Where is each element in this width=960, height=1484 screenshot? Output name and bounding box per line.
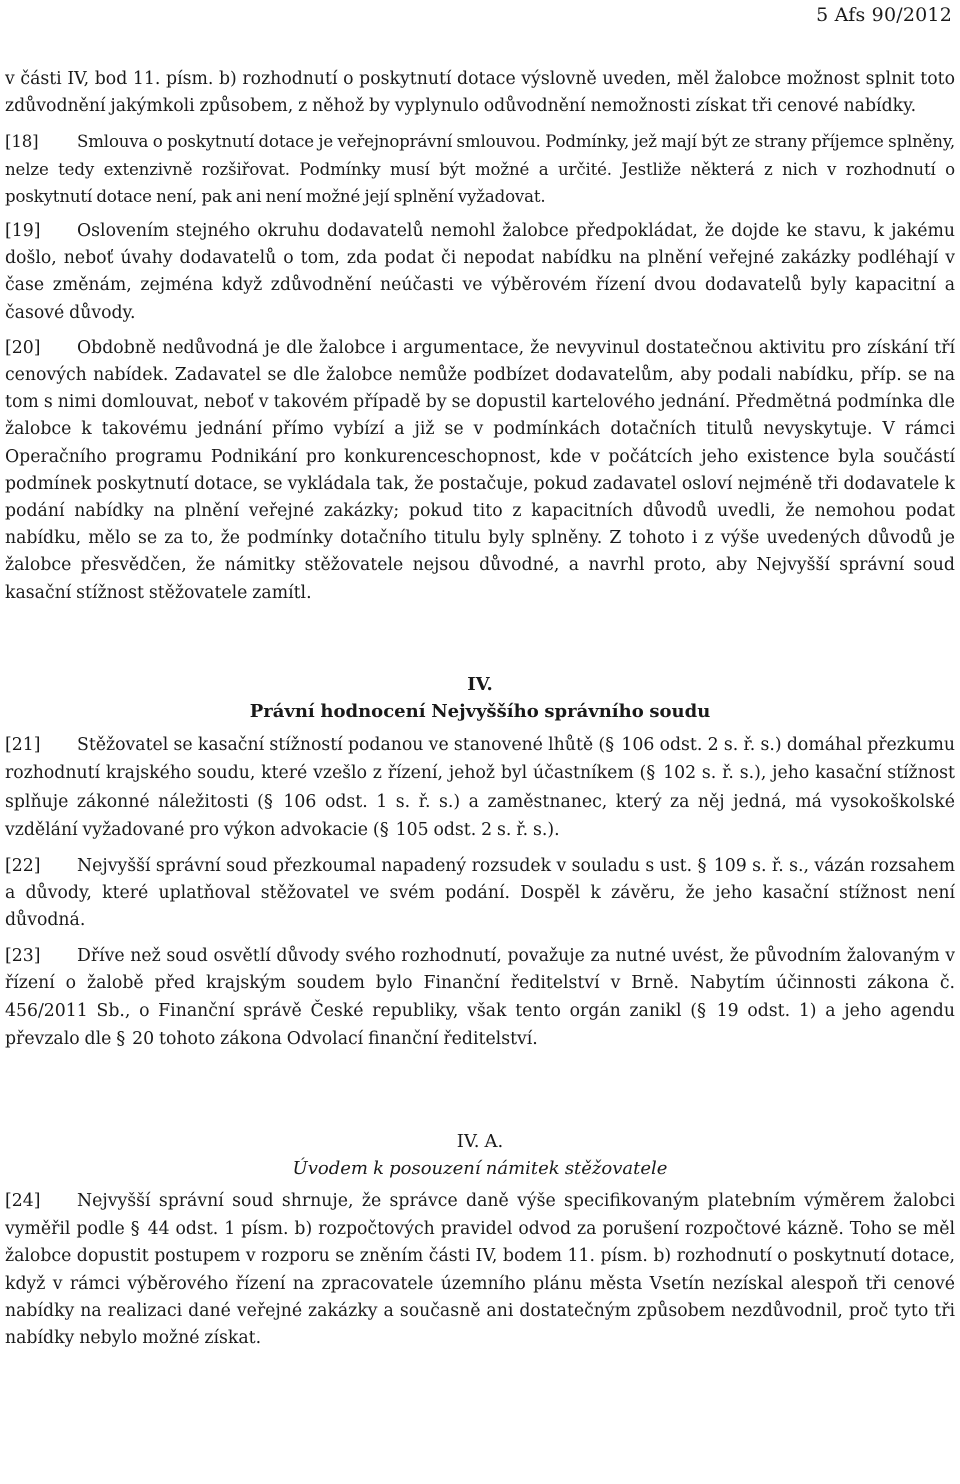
paragraph-number: [20] [5,337,41,358]
paragraph-text: 102 s. ř. s.), jeho kasační stížnost splňuje zákonné náležitosti ( [5,763,955,812]
section-sign-icon: § [379,818,389,840]
paragraph-20 [5,335,955,607]
paragraph-text: Smlouva o poskytnutí dotace je veřejnoprávní smlouvou. Podmínky, jež mají být ze strany příjemce splněny, nelze tedy extenzivně rozšiřovat. Podmínky musí být možné a určité. Jestliže některá z nich v rozhodnutí o poskytnutí dotace není, pak ani není možné její splnění vyžadovat. [5,132,955,206]
paragraph-text: Obdobně nedůvodná je dle žalobce i argumentace, že nevyvinul dostatečnou aktivitu pro získání tří cenových nabídek. Zadavatel se dle žalobce nemůže podbízet dodavatelům, aby podali nabídku, příp. se na tom s nimi domlouvat, neboť v takovém případě by se dopustil kartelového jednání. Předmětná podmínka dle žalobce k takovému jednání přímo vybízí a již se v podmínkách dotačních titulů nevyskytuje. V rámci Operačního programu Podnikání pro konkurenceschopnost, kde v počátcích jeho existence byla součástí podmínek poskytnutí dotace, se vykládala tak, že postačuje, pokud zadavatel osloví nejméně tři dodavatele k podání nabídky na plnění veřejné zakázky; pokud tito z kapacitních důvodů uvedli, že nemohou podat nabídku, mělo se za to, že podmínky dotačního titulu byly splněny. Z tohoto i z výše uvedených důvodů je žalobce přesvědčen, že námitky stěžovatele nejsou důvodné, a navrhl proto, aby Nejvyšší správní soud kasační stížnost stěžovatele zamítl. [5,337,955,603]
paragraph-text: Stěžovatel se kasační stížností podanou ve stanovené lhůtě ( [77,735,606,756]
paragraph-22 [5,852,955,935]
paragraph-text: 105 odst. 2 s. ř. s.). [390,819,560,840]
paragraph-number: [24] [5,1190,41,1211]
subsection-title: Úvodem k posouzení námitek stěžovatele [292,1157,668,1179]
paragraph-text: Oslovením stejného okruhu dodavatelů nemohl žalobce předpokládat, že dojde ke stavu, k jakému došlo, neboť úvahy dodavatelů o tom, zda podat či nepodat nabídku na plnění veřejné zakázky podléhají v čase změnám, zejména když zdůvodnění neúčasti ve výběrovém řízení dvou dodavatelů byly kapacitní a časové důvody. [5,221,955,323]
paragraph-text: 19 odst. 1) a jeho agendu převzalo dle [5,1001,955,1050]
paragraph-number: [19] [5,221,41,242]
document-body [5,66,955,1360]
paragraph-text: Nejvyšší správní soud přezkoumal napadený rozsudek v souladu s ust. [77,856,693,877]
spacer [5,1062,955,1128]
case-number-header: 5 Afs 90/2012 [816,4,952,26]
paragraph-number: [21] [5,735,41,756]
paragraph-number: [22] [5,856,41,877]
spacer [5,615,955,671]
section-sign-icon: § [263,790,273,812]
paragraph-text: Dříve než soud osvětlí důvody svého rozhodnutí, považuje za nutné uvést, že původním žalovaným v řízení o žalobě před krajským soudem bylo Finanční ředitelství v Brně. Nabytím účinnosti zákona č. 456/2011 Sb., o Finanční správě České republiky, však tento orgán zanikl ( [5,945,955,1022]
paragraph-continuation [5,66,955,120]
paragraph-21 [5,731,955,844]
section-title: Právní hodnocení Nejvyššího správního soudu [249,701,711,723]
section-sign-icon: § [697,855,707,877]
paragraph-18 [5,128,955,210]
section-sign-icon: § [605,734,615,756]
paragraph-text: 44 odst. 1 písm. b) rozpočtových pravidel odvod za porušení rozpočtové kázně. Toho se měl žalobce dopustit postupem v rozporu se zněním části IV, bodem 11. písm. b) rozhodnutí o poskytnutí dotace, když v rámci výběrového řízení na zpracovatele územního plánu města Vsetín nezískal alespoň tři cenové nabídky na realizaci dané veřejné zakázky a současně ani dostatečným způsobem nezdůvodnil, proč tyto tři nabídky nebylo možné získat. [5,1219,955,1348]
paragraph-text: Nejvyšší správní soud shrnuje, že správce daně výše specifikovaným platebním výměrem žalobci vyměřil podle [5,1190,955,1240]
section-sign-icon: § [130,1218,140,1240]
paragraph-24 [5,1188,955,1352]
paragraph-23 [5,943,955,1054]
section-sign-icon: § [116,1028,126,1050]
paragraph-number: [18] [5,132,39,152]
section-sign-icon: § [646,762,656,784]
paragraph-text: 20 tohoto zákona Odvolací finanční ředitelství. [127,1029,538,1050]
paragraph-text: 109 s. ř. s., vázán rozsahem a důvody, které uplatňoval stěžovatel ve svém podání. Dospěl k závěru, že jeho kasační stížnost není důvodná. [5,856,955,931]
paragraph-text: 106 odst. 2 s. ř. s.) domáhal přezkumu rozhodnutí krajského soudu, které vzešlo z řízení, jehož byl účastníkem ( [5,735,956,784]
subsection-number: IV. A. [456,1130,504,1152]
section-sign-icon: § [696,1000,706,1022]
paragraph-number: [23] [5,945,41,966]
paragraph-text: v části IV, bod 11. písm. b) rozhodnutí o poskytnutí dotace výslovně uveden, měl žalobce možnost splnit toto zdůvodnění jakýmkoli způsobem, z něhož by vyplynulo odůvodnění nemožnosti získat tři cenové nabídky. [5,69,955,117]
section-number: IV. [467,673,493,695]
paragraph-text: 106 odst. 1 s. ř. s.) a zaměstnanec, který za něj jedná, má vysokoškolské vzdělání vyžadované pro výkon advokacie ( [5,791,955,840]
paragraph-19 [5,218,955,327]
